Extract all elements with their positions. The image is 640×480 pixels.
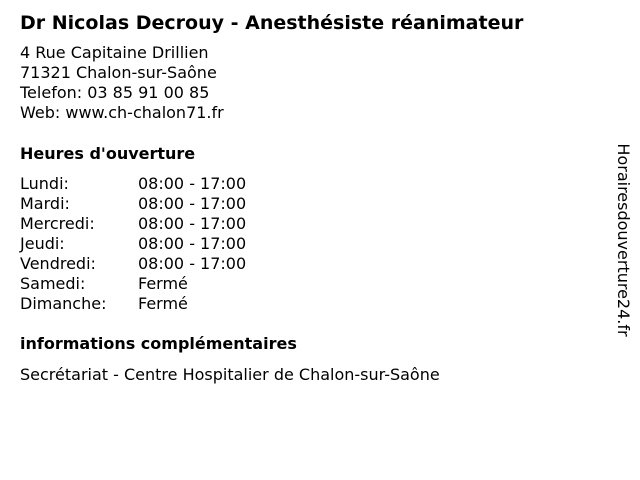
day-label: Samedi: xyxy=(20,274,86,293)
site-watermark: Horairesdouverture24.fr xyxy=(614,143,633,337)
day-label: Dimanche: xyxy=(20,294,107,313)
hours-row-wednesday xyxy=(20,214,246,234)
day-label: Mardi: xyxy=(20,194,70,213)
page-title: Dr Nicolas Decrouy - Anesthésiste réanimateur xyxy=(20,12,524,34)
additional-info-heading: informations complémentaires xyxy=(20,334,297,353)
hours-row-monday xyxy=(20,174,246,194)
time-value: 08:00 - 17:00 xyxy=(138,214,247,233)
website-text: Web: www.ch-chalon71.fr xyxy=(20,103,224,122)
hours-row-saturday xyxy=(20,274,246,294)
day-label: Mercredi: xyxy=(20,214,95,233)
time-value: 08:00 - 17:00 xyxy=(138,194,247,213)
day-label: Jeudi: xyxy=(20,234,65,253)
time-value: Fermé xyxy=(138,294,188,313)
day-label: Vendredi: xyxy=(20,254,96,273)
time-value: 08:00 - 17:00 xyxy=(138,254,247,273)
time-value: 08:00 - 17:00 xyxy=(138,234,247,253)
hours-row-thursday xyxy=(20,234,246,254)
time-value: Fermé xyxy=(138,274,188,293)
hours-row-sunday xyxy=(20,294,246,314)
additional-info-text: Secrétariat - Centre Hospitalier de Chalon-sur-Saône xyxy=(20,365,440,384)
address-city: 71321 Chalon-sur-Saône xyxy=(20,63,217,82)
contact-block xyxy=(20,43,224,123)
phone-number: Telefon: 03 85 91 00 85 xyxy=(20,83,210,102)
time-value: 08:00 - 17:00 xyxy=(138,174,247,193)
day-label: Lundi: xyxy=(20,174,69,193)
address-street: 4 Rue Capitaine Drillien xyxy=(20,43,209,62)
opening-hours-table xyxy=(20,174,246,314)
hours-row-friday xyxy=(20,254,246,274)
opening-hours-heading: Heures d'ouverture xyxy=(20,144,196,163)
hours-row-tuesday xyxy=(20,194,246,214)
